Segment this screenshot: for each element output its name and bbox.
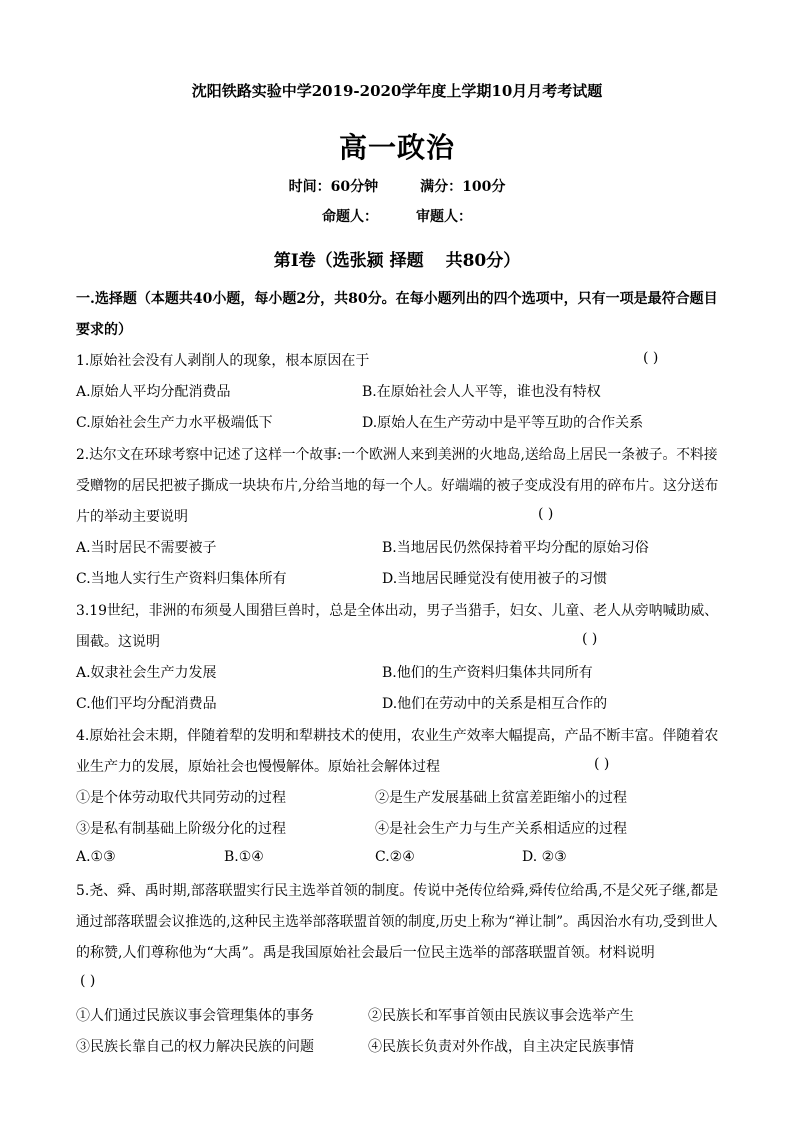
question-1-answer-blank: ( ) (643, 350, 659, 366)
question-4-item-3: ③是私有制基础上阶级分化的过程 (76, 821, 286, 837)
question-5-stem-line-2: 通过部落联盟会议推选的,这种民主选举部落联盟首领的制度,历史上称为“禅让制”。禹因治水有功,受到世人 (76, 914, 718, 930)
question-3-option-a: A.奴隶社会生产力发展 (76, 665, 217, 681)
school-title: 沈阳铁路实验中学2019-2020学年度上学期10月月考考试题 (191, 82, 603, 100)
question-3-option-c: C.他们平均分配消费品 (76, 696, 217, 712)
exam-time: 时间：60分钟 (288, 179, 379, 195)
question-2-option-b: B.当地居民仍然保持着平均分配的原始习俗 (382, 540, 649, 556)
question-4-option-a: A.①③ (76, 849, 116, 865)
question-2-stem-line-3: 片的举动主要说明 (76, 509, 188, 525)
question-1-option-d: D.原始人在生产劳动中是平等互助的合作关系 (362, 415, 644, 431)
question-3-answer-blank: ( ) (582, 631, 598, 647)
question-1-option-a: A.原始人平均分配消费品 (76, 384, 231, 400)
question-4-option-c: C.②④ (375, 849, 415, 865)
question-5-item-4: ④民族长负责对外作战，自主决定民族事情 (368, 1039, 634, 1055)
exam-meta (0, 176, 794, 196)
question-4-item-1: ①是个体劳动取代共同劳动的过程 (76, 790, 286, 806)
question-1-option-c: C.原始社会生产力水平极端低下 (76, 415, 273, 431)
question-2-stem-line-2: 受赠物的居民把被子撕成一块块布片,分给当地的每一个人。好端端的被子变成没有用的碎布片。这分送布 (76, 478, 719, 494)
question-4-answer-blank: ( ) (594, 756, 610, 772)
instructions-line-1: 一.选择题（本题共40小题，每小题2分，共80分。在每小题列出的四个选项中，只有一项是最符合题目 (76, 291, 718, 307)
question-4-option-b: B.①④ (224, 849, 264, 865)
question-5-item-3: ③民族长靠自己的权力解决民族的问题 (76, 1039, 314, 1055)
question-3-stem-line-1: 3.19世纪，非洲的布须曼人围猎巨兽时，总是全体出动，男子当猎手，妇女、儿童、老人从旁呐喊助威、 (76, 603, 719, 619)
exam-authors (0, 206, 794, 226)
question-2-option-a: A.当时居民不需要被子 (76, 540, 217, 556)
question-2-option-d: D.当地居民睡觉没有使用被子的习惯 (382, 571, 608, 587)
author-label: 命题人： (322, 209, 378, 225)
question-2-option-c: C.当地人实行生产资料归集体所有 (76, 571, 287, 587)
question-5-item-1: ①人们通过民族议事会管理集体的事务 (76, 1008, 314, 1024)
section-title (0, 246, 794, 271)
question-3-stem-line-2: 围截。这说明 (76, 634, 160, 650)
section-total: 共80分） (445, 251, 521, 271)
instructions-line-2: 要求的） (76, 322, 132, 338)
subject-title: 高一政治 (338, 131, 455, 164)
question-2-answer-blank: ( ) (538, 506, 554, 522)
question-2-stem-line-1: 2.达尔文在环球考察中记述了这样一个故事:一个欧洲人来到美洲的火地岛,送给岛上居民一条被子。不料接 (76, 447, 718, 463)
question-4-option-d: D. ②③ (522, 849, 567, 865)
question-5-item-2: ②民族长和军事首领由民族议事会选举产生 (368, 1008, 634, 1024)
question-4-stem-line-1: 4.原始社会末期，伴随着犁的发明和犁耕技术的使用，农业生产效率大幅提高，产品不断丰富。伴随着农 (76, 728, 719, 744)
question-3-option-b: B.他们的生产资料归集体共同所有 (382, 665, 593, 681)
question-4-item-2: ②是生产发展基础上贫富差距缩小的过程 (375, 790, 627, 806)
reviewer-label: 审题人： (416, 209, 472, 225)
question-4-item-4: ④是社会生产力与生产关系相适应的过程 (375, 821, 627, 837)
question-3-option-d: D.他们在劳动中的关系是相互合作的 (382, 696, 608, 712)
question-5-stem-line-3: 的称赞,人们尊称他为“大禹”。禹是我国原始社会最后一位民主选举的部落联盟首领。材料说明 (76, 945, 655, 961)
question-5-answer-blank: ( ) (80, 973, 96, 989)
question-4-stem-line-2: 业生产力的发展，原始社会也慢慢解体。原始社会解体过程 (76, 759, 440, 775)
section-name: 第Ⅰ卷（选张颍 择题 (273, 251, 424, 271)
question-5-stem-line-1: 5.尧、舜、禹时期,部落联盟实行民主选举首领的制度。传说中尧传位给舜,舜传位给禹,不是父死子继,都是 (76, 883, 719, 899)
question-1-option-b: B.在原始社会人人平等，谁也没有特权 (362, 384, 601, 400)
exam-score: 满分：100分 (420, 179, 506, 195)
question-1-stem: 1.原始社会没有人剥削人的现象，根本原因在于 (76, 353, 370, 369)
